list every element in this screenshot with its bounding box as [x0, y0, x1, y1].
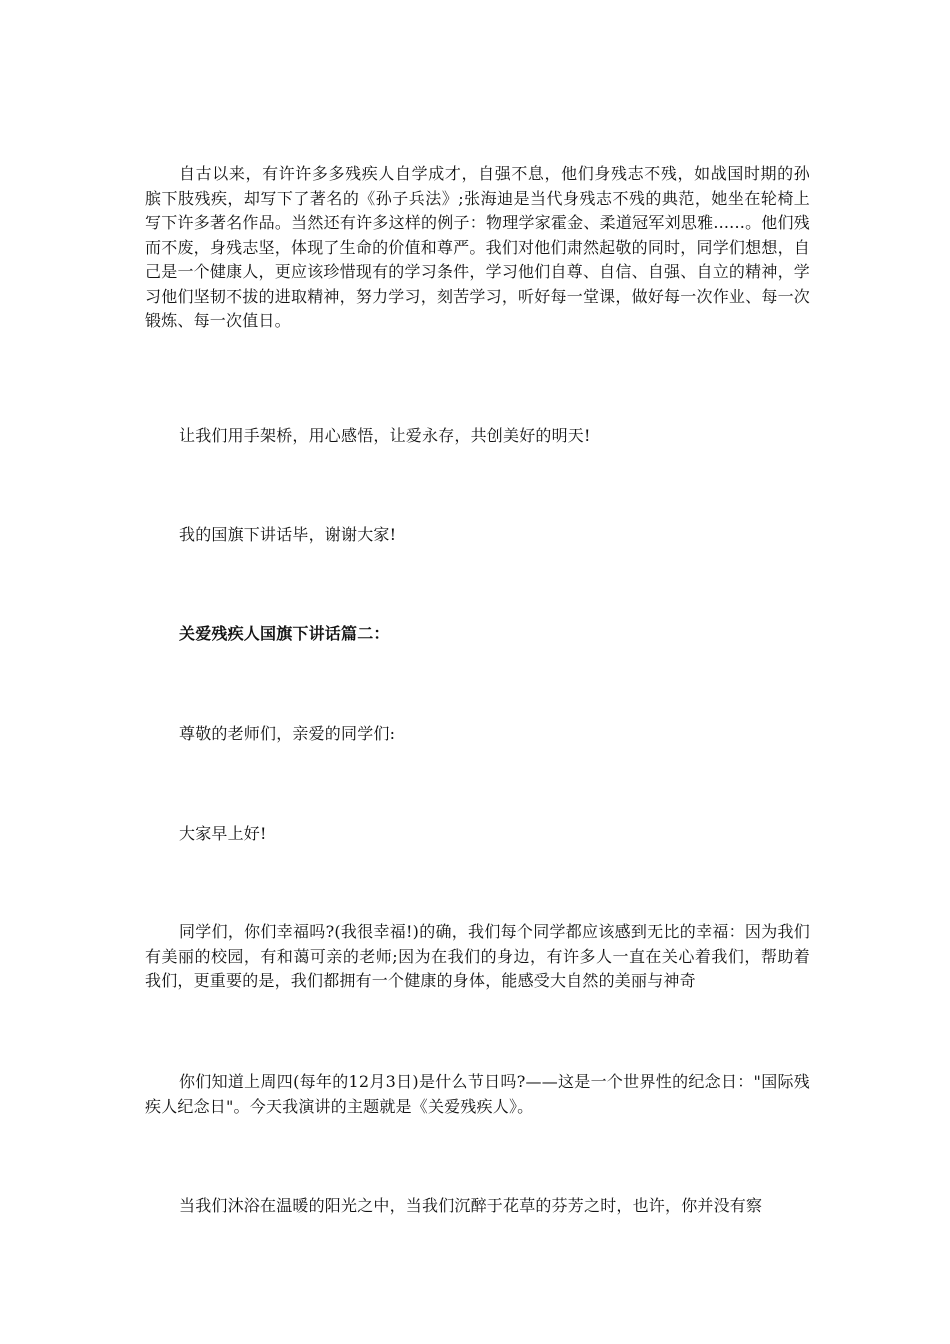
paragraph-call-to-action: 让我们用手架桥，用心感悟，让爱永存，共创美好的明天!	[179, 426, 591, 445]
paragraph-salutation: 尊敬的老师们，亲爱的同学们:	[179, 724, 396, 743]
section-heading: 关爱残疾人国旗下讲话篇二：	[179, 624, 390, 643]
paragraph-closing-thanks: 我的国旗下讲话毕，谢谢大家!	[179, 525, 397, 544]
paragraph-sunshine: 当我们沐浴在温暖的阳光之中，当我们沉醉于花草的芬芳之时，也许，你并没有察	[179, 1196, 763, 1215]
paragraph-happiness: 同学们，你们幸福吗?(我很幸福!)的确，我们每个同学都应该感到无比的幸福：因为我们有美丽的校园，有和蔼可亲的老师;因为在我们的身边，有许多人一直在关心着我们，帮助着我们，更重要的是，我们都拥有一个健康的身体，能感受大自然的美丽与神奇	[145, 922, 810, 990]
paragraph-disability-day: 你们知道上周四(每年的12月3日)是什么节日吗?——这是一个世界性的纪念日："国际残疾人纪念日"。今天我演讲的主题就是《关爱残疾人》。	[145, 1072, 810, 1116]
paragraph-disabled-achievers: 自古以来，有许许多多残疾人自学成才，自强不息，他们身残志不残，如战国时期的孙膑下肢残疾，却写下了著名的《孙子兵法》;张海迪是当代身残志不残的典范，她坐在轮椅上写下许多著名作品。当然还有许多这样的例子：物理学家霍金、柔道冠军刘思雅......。他们残而不废，身残志坚，体现了生命的价值和尊严。我们对他们肃然起敬的同时，同学们想想，自己是一个健康人，更应该珍惜现有的学习条件，学习他们自尊、自信、自强、自立的精神，学习他们坚韧不拔的进取精神，努力学习，刻苦学习，听好每一堂课，做好每一次作业、每一次锻炼、每一次值日。	[145, 164, 810, 330]
paragraph-greeting: 大家早上好!	[179, 824, 267, 843]
